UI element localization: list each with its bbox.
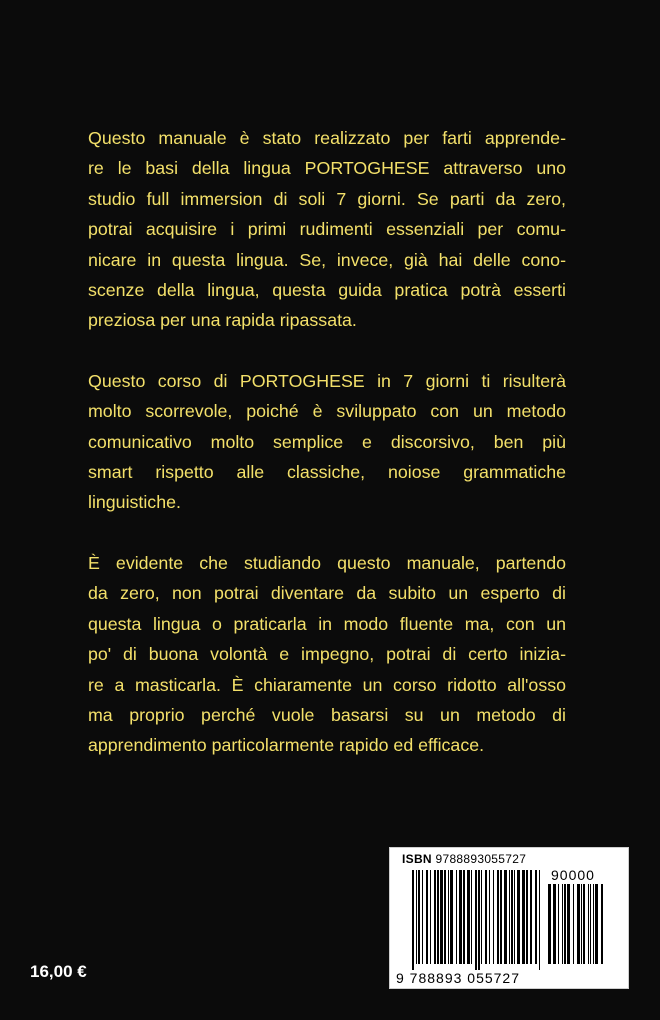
isbn-number: 9788893055727 <box>435 852 527 866</box>
barcode-bar <box>593 884 594 964</box>
barcode-bar <box>430 870 431 964</box>
barcode-bar <box>562 884 563 964</box>
isbn-label <box>402 852 526 866</box>
barcode-bar <box>463 870 465 964</box>
barcode-bar <box>478 870 480 970</box>
barcode-bar <box>481 870 482 964</box>
barcode-bar <box>509 870 510 964</box>
barcode-bar <box>434 870 436 964</box>
barcode-bar <box>514 870 515 964</box>
text-line: nicare in questa lingua. Se, invece, già hai delle cono- <box>88 249 566 270</box>
barcode-bar <box>422 870 423 964</box>
text-line: preziosa per una rapida ripassata. <box>88 310 357 331</box>
paragraph-3 <box>88 548 566 761</box>
price-label: 16,00 € <box>30 962 87 981</box>
barcode-bar <box>530 870 532 964</box>
barcode-bar <box>416 870 417 964</box>
barcode-bar <box>467 870 470 964</box>
barcode-bar <box>504 870 507 964</box>
barcode-bar <box>450 870 453 964</box>
text-line: ma proprio perché vuole basarsi su un metodo di <box>88 704 566 725</box>
barcode-bar <box>548 884 551 964</box>
barcode-bar <box>418 870 420 964</box>
barcode-bar <box>448 870 449 964</box>
ean-digits: 9 788893 055727 <box>396 970 520 986</box>
barcode-bar <box>573 884 574 964</box>
barcode-bar <box>539 870 540 970</box>
barcode-bar <box>567 884 570 964</box>
isbn-prefix: ISBN <box>402 852 432 866</box>
barcode-bar <box>558 884 559 964</box>
barcode-bar <box>595 884 598 964</box>
barcode-bar <box>475 870 477 970</box>
text-line: Questo manuale è stato realizzato per farti apprende- <box>88 128 566 148</box>
paragraph-2 <box>88 366 566 518</box>
text-line: scenze della lingua, questa guida pratica potrà esserti <box>88 280 566 301</box>
text-line: Questo corso di PORTOGHESE in 7 giorni ti risulterà <box>88 370 566 391</box>
barcode-bar <box>526 870 528 964</box>
text-line: smart rispetto alle classiche, noiose grammatiche <box>88 462 566 483</box>
text-line: apprendimento particolarmente rapido ed efficace. <box>88 735 485 756</box>
ean-barcode-bars <box>412 870 542 970</box>
barcode-bar <box>471 870 472 964</box>
text-line: re a masticarla. È chiaramente un corso ridotto all'osso <box>88 674 566 695</box>
text-line: questa lingua o praticarla in modo fluente ma, con un <box>88 613 566 634</box>
barcode-bar <box>437 870 439 964</box>
barcode-bar <box>497 870 499 964</box>
barcode-bar <box>522 870 525 964</box>
text-line: È evidente che studiando questo manuale, partendo <box>88 552 566 573</box>
barcode-bar <box>456 870 457 964</box>
paragraph-1 <box>88 123 566 336</box>
barcode-bar <box>577 884 580 964</box>
barcode-bar <box>500 870 502 964</box>
barcode-bar <box>590 884 591 964</box>
barcode-bar <box>564 884 566 964</box>
barcode-bar <box>601 884 603 964</box>
back-cover-text <box>88 123 566 791</box>
text-line: re le basi della lingua PORTOGHESE attraverso uno <box>88 158 566 179</box>
text-line: studio full immersion di soli 7 giorni. Se parti da zero, <box>88 188 566 209</box>
barcode-bar <box>459 870 462 964</box>
text-line: molto scorrevole, poiché è sviluppato con un metodo <box>88 401 566 422</box>
text-line: po' di buona volontà e impegno, potrai di certo inizia- <box>88 644 566 665</box>
barcode-bar <box>485 870 487 964</box>
text-line: comunicativo molto semplice e discorsivo, ben più <box>88 431 566 452</box>
text-line: linguistiche. <box>88 492 181 513</box>
text-line: potrai acquisire i primi rudimenti essenziali per comu- <box>88 219 566 240</box>
barcode-bar <box>412 870 414 970</box>
addon-barcode-bars <box>548 884 608 970</box>
barcode-bar <box>588 884 589 964</box>
barcode-bar <box>440 870 443 964</box>
barcode-bar <box>583 884 585 964</box>
barcode-bar <box>535 870 537 964</box>
isbn-barcode <box>389 847 629 989</box>
barcode-bar <box>426 870 428 964</box>
barcode-bar <box>581 884 582 964</box>
text-line: da zero, non potrai diventare da subito un esperto di <box>88 583 566 604</box>
barcode-bar <box>511 870 513 964</box>
barcode-bar <box>493 870 494 964</box>
addon-digits: 90000 <box>551 867 595 883</box>
barcode-bar <box>517 870 520 964</box>
barcode-bar <box>553 884 556 964</box>
barcode-bar <box>444 870 446 964</box>
barcode-bar <box>489 870 490 964</box>
